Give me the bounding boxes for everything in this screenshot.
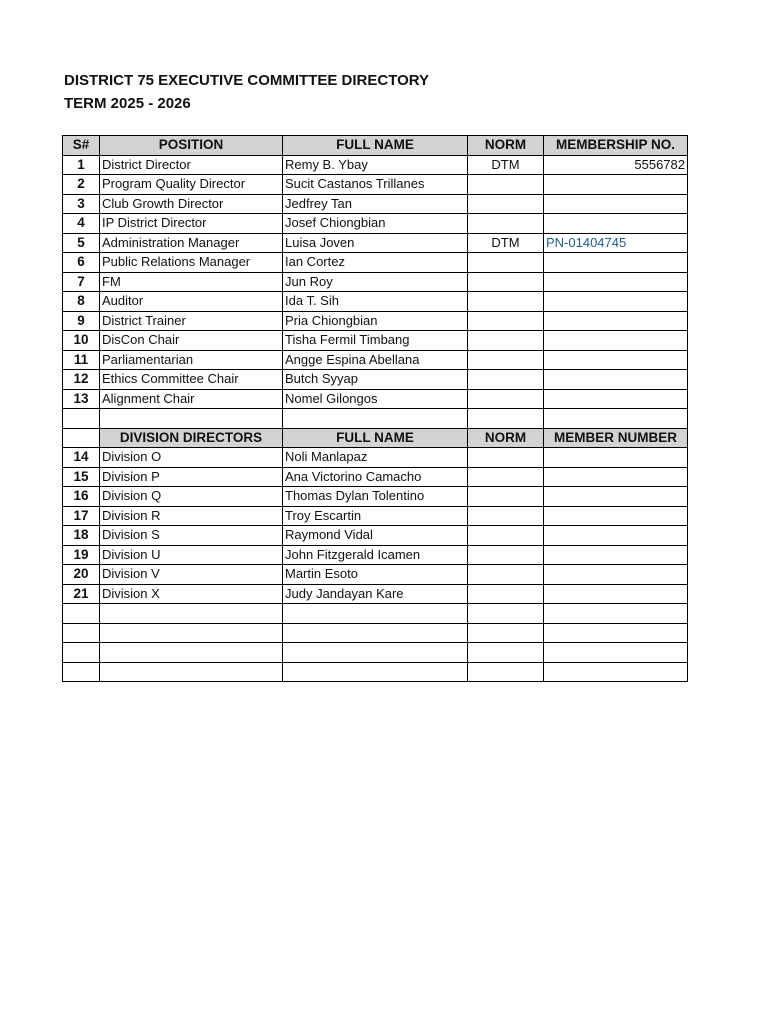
table-row: [63, 526, 688, 546]
norm-cell: [468, 506, 544, 526]
full-name-cell: Tisha Fermil Timbang: [283, 331, 468, 351]
serial-number: 8: [63, 292, 100, 312]
full-name-cell: Ana Victorino Camacho: [283, 467, 468, 487]
position-cell: Division P: [100, 467, 283, 487]
table-row: [63, 565, 688, 585]
empty-row: [63, 662, 688, 682]
norm-cell: [468, 448, 544, 468]
position-cell: Public Relations Manager: [100, 253, 283, 273]
membership-cell: [544, 194, 688, 214]
table-row: [63, 253, 688, 273]
empty-row: [63, 623, 688, 643]
membership-cell: [544, 584, 688, 604]
full-name-cell: Nomel Gilongos: [283, 389, 468, 409]
spacer-row: [63, 409, 688, 429]
position-cell: Ethics Committee Chair: [100, 370, 283, 390]
serial-number: 16: [63, 487, 100, 507]
serial-number: 17: [63, 506, 100, 526]
blank-cell: [468, 623, 544, 643]
membership-cell: [544, 389, 688, 409]
position-cell: Division V: [100, 565, 283, 585]
position-cell: IP District Director: [100, 214, 283, 234]
table-row: [63, 233, 688, 253]
full-name-cell: Luisa Joven: [283, 233, 468, 253]
full-name-cell: Jedfrey Tan: [283, 194, 468, 214]
blank-cell: [544, 409, 688, 429]
norm-cell: [468, 545, 544, 565]
position-cell: Club Growth Director: [100, 194, 283, 214]
table-row: [63, 331, 688, 351]
table-row: [63, 584, 688, 604]
blank-cell: [468, 643, 544, 663]
norm-cell: [468, 370, 544, 390]
full-name-cell: Ian Cortez: [283, 253, 468, 273]
norm-cell: [468, 350, 544, 370]
position-cell: Division S: [100, 526, 283, 546]
empty-rows: [63, 604, 688, 682]
full-name-cell: Butch Syyap: [283, 370, 468, 390]
table-row: [63, 272, 688, 292]
blank-cell: [468, 662, 544, 682]
norm-cell: [468, 487, 544, 507]
membership-cell: [544, 545, 688, 565]
blank-cell: [283, 604, 468, 624]
membership-cell: [544, 506, 688, 526]
position-cell: District Director: [100, 155, 283, 175]
table-row: [63, 175, 688, 195]
serial-number: 9: [63, 311, 100, 331]
table-row: [63, 194, 688, 214]
table-row: [63, 311, 688, 331]
division-header-position: DIVISION DIRECTORS: [100, 428, 283, 448]
full-name-cell: Pria Chiongbian: [283, 311, 468, 331]
division-header-sn: [63, 428, 100, 448]
norm-cell: [468, 584, 544, 604]
blank-cell: [63, 623, 100, 643]
division-header-norm: NORM: [468, 428, 544, 448]
membership-cell: PN-01404745: [544, 233, 688, 253]
table-row: [63, 292, 688, 312]
norm-cell: [468, 272, 544, 292]
position-cell: FM: [100, 272, 283, 292]
membership-cell: [544, 331, 688, 351]
table-row: [63, 214, 688, 234]
table-row: [63, 487, 688, 507]
full-name-cell: Remy B. Ybay: [283, 155, 468, 175]
membership-cell: [544, 467, 688, 487]
blank-cell: [468, 604, 544, 624]
header-membership-no: MEMBERSHIP NO.: [544, 136, 688, 156]
full-name-cell: John Fitzgerald Icamen: [283, 545, 468, 565]
directory-title: DISTRICT 75 EXECUTIVE COMMITTEE DIRECTORY: [64, 72, 430, 89]
full-name-cell: Ida T. Sih: [283, 292, 468, 312]
norm-cell: [468, 389, 544, 409]
table-row: [63, 370, 688, 390]
serial-number: 21: [63, 584, 100, 604]
table-row: [63, 448, 688, 468]
blank-cell: [283, 623, 468, 643]
membership-cell: [544, 175, 688, 195]
exec-committee-rows: [63, 155, 688, 409]
division-header-full-name: FULL NAME: [283, 428, 468, 448]
membership-cell: [544, 448, 688, 468]
blank-cell: [283, 643, 468, 663]
blank-cell: [63, 643, 100, 663]
blank-cell: [100, 623, 283, 643]
empty-row: [63, 643, 688, 663]
blank-cell: [544, 643, 688, 663]
serial-number: 19: [63, 545, 100, 565]
position-cell: Division Q: [100, 487, 283, 507]
header-position: POSITION: [100, 136, 283, 156]
membership-cell: [544, 565, 688, 585]
serial-number: 10: [63, 331, 100, 351]
blank-cell: [283, 662, 468, 682]
serial-number: 18: [63, 526, 100, 546]
blank-cell: [100, 662, 283, 682]
position-cell: District Trainer: [100, 311, 283, 331]
serial-number: 13: [63, 389, 100, 409]
serial-number: 2: [63, 175, 100, 195]
serial-number: 11: [63, 350, 100, 370]
membership-cell: [544, 214, 688, 234]
full-name-cell: Josef Chiongbian: [283, 214, 468, 234]
norm-cell: [468, 292, 544, 312]
position-cell: Parliamentarian: [100, 350, 283, 370]
membership-cell: 5556782: [544, 155, 688, 175]
blank-cell: [63, 409, 100, 429]
position-cell: Alignment Chair: [100, 389, 283, 409]
full-name-cell: Raymond Vidal: [283, 526, 468, 546]
position-cell: Division R: [100, 506, 283, 526]
division-header-row: [63, 428, 688, 448]
table-row: [63, 467, 688, 487]
blank-cell: [283, 409, 468, 429]
full-name-cell: Angge Espina Abellana: [283, 350, 468, 370]
serial-number: 12: [63, 370, 100, 390]
position-cell: Division O: [100, 448, 283, 468]
header-sn: S#: [63, 136, 100, 156]
membership-cell: [544, 253, 688, 273]
full-name-cell: Martin Esoto: [283, 565, 468, 585]
blank-cell: [468, 409, 544, 429]
division-header-member-number: MEMBER NUMBER: [544, 428, 688, 448]
header-norm: NORM: [468, 136, 544, 156]
membership-cell: [544, 350, 688, 370]
norm-cell: [468, 467, 544, 487]
blank-cell: [100, 409, 283, 429]
norm-cell: [468, 175, 544, 195]
norm-cell: [468, 565, 544, 585]
table-row: [63, 389, 688, 409]
serial-number: 4: [63, 214, 100, 234]
membership-cell: [544, 311, 688, 331]
table-row: [63, 545, 688, 565]
blank-cell: [544, 662, 688, 682]
norm-cell: [468, 194, 544, 214]
serial-number: 1: [63, 155, 100, 175]
table-row: [63, 506, 688, 526]
full-name-cell: Jun Roy: [283, 272, 468, 292]
blank-cell: [100, 643, 283, 663]
table-row: [63, 350, 688, 370]
serial-number: 7: [63, 272, 100, 292]
membership-cell: [544, 487, 688, 507]
full-name-cell: Judy Jandayan Kare: [283, 584, 468, 604]
position-cell: Administration Manager: [100, 233, 283, 253]
norm-cell: DTM: [468, 233, 544, 253]
norm-cell: [468, 311, 544, 331]
position-cell: Program Quality Director: [100, 175, 283, 195]
membership-cell: [544, 272, 688, 292]
membership-cell: [544, 292, 688, 312]
blank-cell: [544, 604, 688, 624]
norm-cell: [468, 526, 544, 546]
membership-cell: [544, 526, 688, 546]
membership-cell: [544, 370, 688, 390]
empty-row: [63, 604, 688, 624]
norm-cell: [468, 331, 544, 351]
position-cell: Division U: [100, 545, 283, 565]
serial-number: 5: [63, 233, 100, 253]
full-name-cell: Troy Escartin: [283, 506, 468, 526]
blank-cell: [63, 604, 100, 624]
serial-number: 20: [63, 565, 100, 585]
blank-cell: [100, 604, 283, 624]
directory-table: [62, 135, 688, 682]
norm-cell: DTM: [468, 155, 544, 175]
serial-number: 15: [63, 467, 100, 487]
position-cell: Auditor: [100, 292, 283, 312]
position-cell: DisCon Chair: [100, 331, 283, 351]
full-name-cell: Noli Manlapaz: [283, 448, 468, 468]
norm-cell: [468, 214, 544, 234]
blank-cell: [63, 662, 100, 682]
full-name-cell: Sucit Castanos Trillanes: [283, 175, 468, 195]
serial-number: 3: [63, 194, 100, 214]
serial-number: 6: [63, 253, 100, 273]
full-name-cell: Thomas Dylan Tolentino: [283, 487, 468, 507]
table-row: [63, 155, 688, 175]
blank-cell: [544, 623, 688, 643]
term-subtitle: TERM 2025 - 2026: [64, 95, 191, 112]
serial-number: 14: [63, 448, 100, 468]
header-full-name: FULL NAME: [283, 136, 468, 156]
exec-header-row: [63, 136, 688, 156]
position-cell: Division X: [100, 584, 283, 604]
division-director-rows: [63, 448, 688, 604]
norm-cell: [468, 253, 544, 273]
